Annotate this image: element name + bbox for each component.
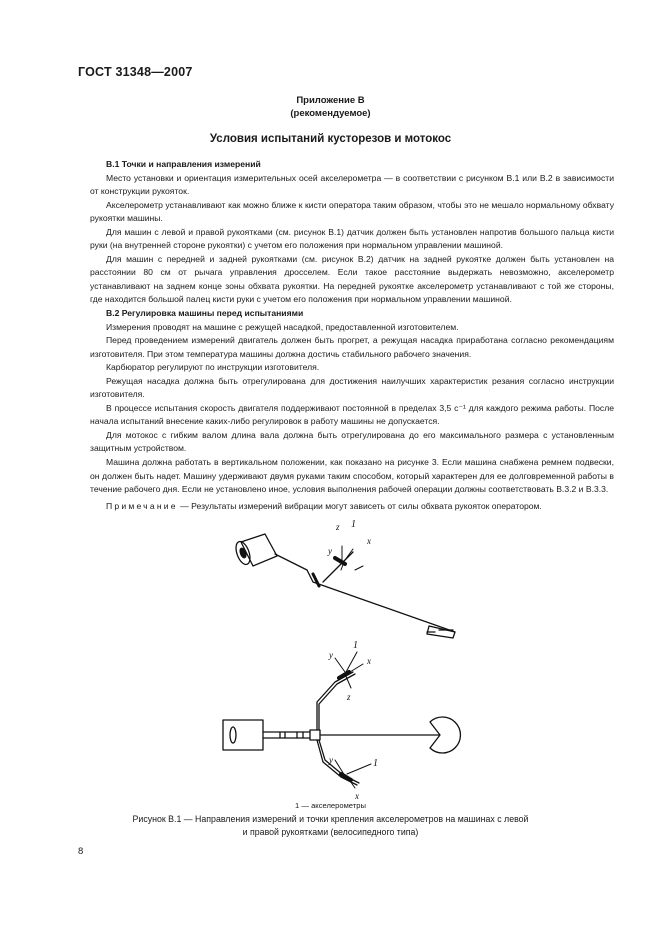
axis-label-x: x — [367, 656, 371, 666]
callout-leader-top — [345, 549, 353, 560]
paragraph: Для машин с левой и правой рукоятками (см. рисунок В.1) датчик должен быть установлен напротив большого пальца кисти руки (на внутренней стороне рукоятки) с учетом его положения при нормальном управлении машиной. — [90, 226, 614, 251]
axis-label-z: z — [336, 522, 340, 532]
note-label: Примечание — [106, 500, 178, 511]
engine-unit-bottom — [223, 720, 263, 750]
note-text: — Результаты измерений вибрации могут зависеть от силы обхвата рукояток оператором. — [177, 500, 542, 511]
figure-legend: 1 — акселерометры — [295, 801, 366, 810]
section-b1-heading: В.1 Точки и направления измерений — [106, 159, 261, 169]
shaft-bottom — [263, 732, 313, 738]
paragraph: Перед проведением измерений двигатель должен быть прогрет, а режущая насадка приработана согласно рекомендациям изготовителя. При этом температура машины должна достичь стабильного рабочего значения. — [90, 335, 614, 359]
paragraph: Для мотокос с гибким валом длина вала должна быть отрегулирована до его максимального размера с установленным защитным устройством. — [90, 429, 614, 454]
axis-label-y: y — [328, 546, 332, 556]
axis-label-x: x — [367, 536, 371, 546]
paragraph: Машина должна работать в вертикальном положении, как показано на рисунке 3. Если машина снабжена ремнем подвески, он должен быть надет. Машину удерживают двумя руками таким способом, который характерен для ее долговременной работы в течение рабочего дня. Если не установлено иное, условия выполнения рабочей операции должны соответствовать В.3.2 и В.3.3. — [90, 457, 614, 495]
handle-top — [323, 552, 353, 582]
body-text — [90, 158, 614, 513]
paragraph: Измерения проводят на машине с режущей насадкой, предоставленной изготовителем. — [106, 321, 459, 332]
axis-label-x: x — [355, 791, 359, 801]
axis-label-z: z — [347, 692, 351, 702]
paragraph: Карбюратор регулируют по инструкции изготовителя. — [106, 362, 320, 373]
shaft-top — [307, 570, 455, 632]
callout-number: 1 — [353, 640, 358, 651]
axis-label-y: y — [329, 755, 333, 765]
section-b2-heading: В.2 Регулировка машины перед испытаниями — [106, 308, 304, 319]
drive-shaft-top — [275, 554, 307, 570]
annex-status: (рекомендуемое) — [290, 108, 371, 119]
callout-number: 1 — [373, 758, 378, 769]
page-number: 8 — [78, 846, 84, 857]
annex-title: Приложение В — [296, 95, 365, 106]
accelerometer-bottom-right — [341, 774, 351, 780]
paragraph: Режущая насадка должна быть отрегулирована для достижения наилучших характеристик резания согласно инструкции изготовителя. — [90, 375, 614, 400]
x-axis-arrow-top — [355, 566, 363, 570]
x-axis-arrow-bottom-left — [350, 664, 363, 672]
paragraph: Акселерометр устанавливают как можно ближе к кисти оператора таким образом, чтобы это не мешало нормальному обхвату рукоятки машины. — [90, 199, 614, 224]
annex-main-title: Условия испытаний кусторезов и мотокос — [209, 133, 452, 145]
paragraph: Место установки и ориентация измерительных осей акселерометра — в соответствии с рисунком В.1 или В.2 в зависимости от конструкции рукояток. — [90, 172, 614, 197]
figure-caption-line: и правой рукоятками (велосипедного типа) — [242, 827, 419, 837]
figure-caption — [0, 813, 661, 839]
accelerometer-bottom-left — [339, 672, 349, 678]
paragraph: В процессе испытания скорость двигателя поддерживают постоянной в пределах 3,5 с⁻¹ для каждого режима работы. После начала испытаний внесение каких-либо регулировок в работу машины не допускается. — [90, 402, 614, 427]
callout-leader-bottom-right — [347, 764, 371, 774]
axis-label-y: y — [329, 650, 333, 660]
figure-caption-line: Рисунок В.1 — Направления измерений и точки крепления акселерометров на машинах с левой — [132, 814, 529, 824]
paragraph: Для машин с передней и задней рукоятками (см. рисунок В.2) датчик на задней рукоятке должен быть установлен на расстоянии 80 см от рычага управления дросселем. Если такое расстояние выдержать невозможно, акселерометр устанавливают на заднем конце зоны обхвата рукоятки. На передней рукоятке акселерометр устанавливают с той же стороны, где находится большой палец кисти руки с учетом его положения при нормальном управлении машиной. — [90, 253, 614, 305]
figure-b1-drawing — [195, 512, 485, 802]
engine-unit-top — [233, 534, 277, 566]
y-axis-arrow-bottom-left — [335, 658, 345, 672]
callout-number: 1 — [351, 519, 356, 530]
standard-header: ГОСТ 31348—2007 — [78, 65, 193, 79]
